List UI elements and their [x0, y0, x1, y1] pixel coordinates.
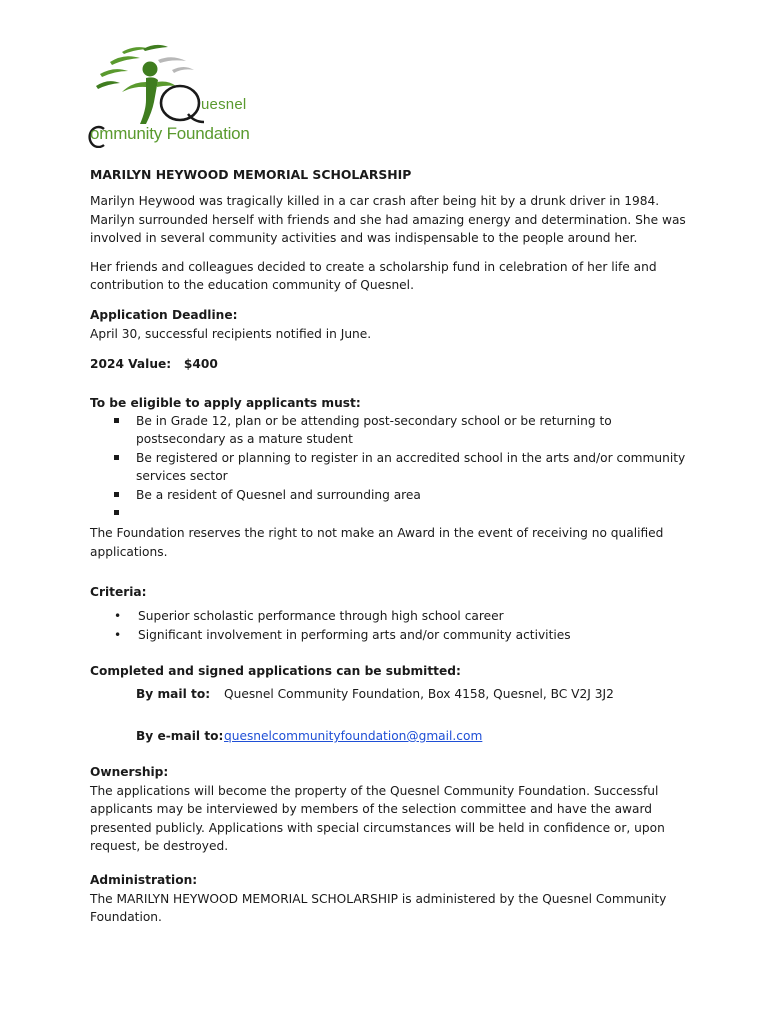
bullet-icon: •	[114, 627, 122, 642]
square-bullet-icon	[114, 492, 119, 497]
page-title: MARILYN HEYWOOD MEMORIAL SCHOLARSHIP	[90, 167, 412, 182]
mail-row	[90, 685, 690, 703]
list-item	[90, 626, 690, 644]
list-item	[90, 412, 690, 449]
square-bullet-icon	[114, 510, 119, 515]
eligibility-heading: To be eligible to apply applicants must:	[90, 395, 361, 410]
eligibility-item-text: Be registered or planning to register in an accredited school in the arts and/or community services sector	[136, 450, 686, 484]
value-label: 2024 Value:	[90, 357, 172, 372]
eligibility-list	[90, 412, 690, 522]
criteria-list	[90, 607, 690, 644]
value-line	[90, 355, 690, 373]
ownership-text: The applications will become the property of the Quesnel Community Foundation. Successful applicants may be interviewed by members of the selection committee and have the award presented publicly. Applications with special circumstances will be held in confidence or, upon request, be destroyed.	[90, 783, 665, 853]
foundation-logo	[88, 40, 278, 148]
eligibility-item-text: Be a resident of Quesnel and surrounding area	[136, 487, 421, 502]
value-amount: $400	[183, 357, 218, 372]
list-item	[90, 504, 690, 522]
submission-heading: Completed and signed applications can be submitted:	[90, 664, 461, 679]
logo-quesnel-text: uesnel	[201, 96, 247, 113]
list-item	[90, 607, 690, 625]
administration-heading: Administration:	[90, 873, 198, 888]
email-row	[90, 727, 690, 745]
square-bullet-icon	[114, 455, 119, 460]
administration-text: The MARILYN HEYWOOD MEMORIAL SCHOLARSHIP is administered by the Quesnel Community Foundation.	[90, 891, 667, 925]
intro-paragraph: Marilyn Heywood was tragically killed in a car crash after being hit by a drunk driver in 1984. Marilyn surrounded herself with friends and she had amazing energy and determination. She was involved in several community activities and was indispensable to the people around her.	[90, 194, 686, 246]
mail-label: By mail to:	[136, 686, 211, 701]
bullet-icon: •	[114, 609, 122, 624]
list-item	[90, 486, 690, 504]
mail-address: Quesnel Community Foundation, Box 4158, Quesnel, BC V2J 3J2	[224, 686, 614, 701]
criteria-item-text: Superior scholastic performance through high school career	[138, 609, 504, 624]
ownership-heading: Ownership:	[90, 765, 169, 780]
criteria-item-text: Significant involvement in performing arts and/or community activities	[138, 627, 571, 642]
foundation-note: The Foundation reserves the right to not make an Award in the event of receiving no qualified applications.	[90, 526, 664, 559]
list-item	[90, 449, 690, 486]
intro-paragraph: Her friends and colleagues decided to create a scholarship fund in celebration of her life and contribution to the education community of Quesnel.	[90, 259, 657, 293]
email-link[interactable]: quesnelcommunityfoundation@gmail.com	[224, 728, 483, 743]
eligibility-item-text: Be in Grade 12, plan or be attending post-secondary school or be returning to postsecondary as a mature student	[136, 414, 612, 447]
deadline-heading: Application Deadline:	[90, 308, 238, 323]
email-label: By e-mail to:	[136, 728, 224, 743]
logo-community-foundation-text: ommunity Foundation	[90, 124, 250, 143]
square-bullet-icon	[114, 418, 119, 423]
document-body	[90, 166, 690, 927]
deadline-text: April 30, successful recipients notified in June.	[90, 326, 372, 341]
criteria-heading: Criteria:	[90, 584, 147, 599]
